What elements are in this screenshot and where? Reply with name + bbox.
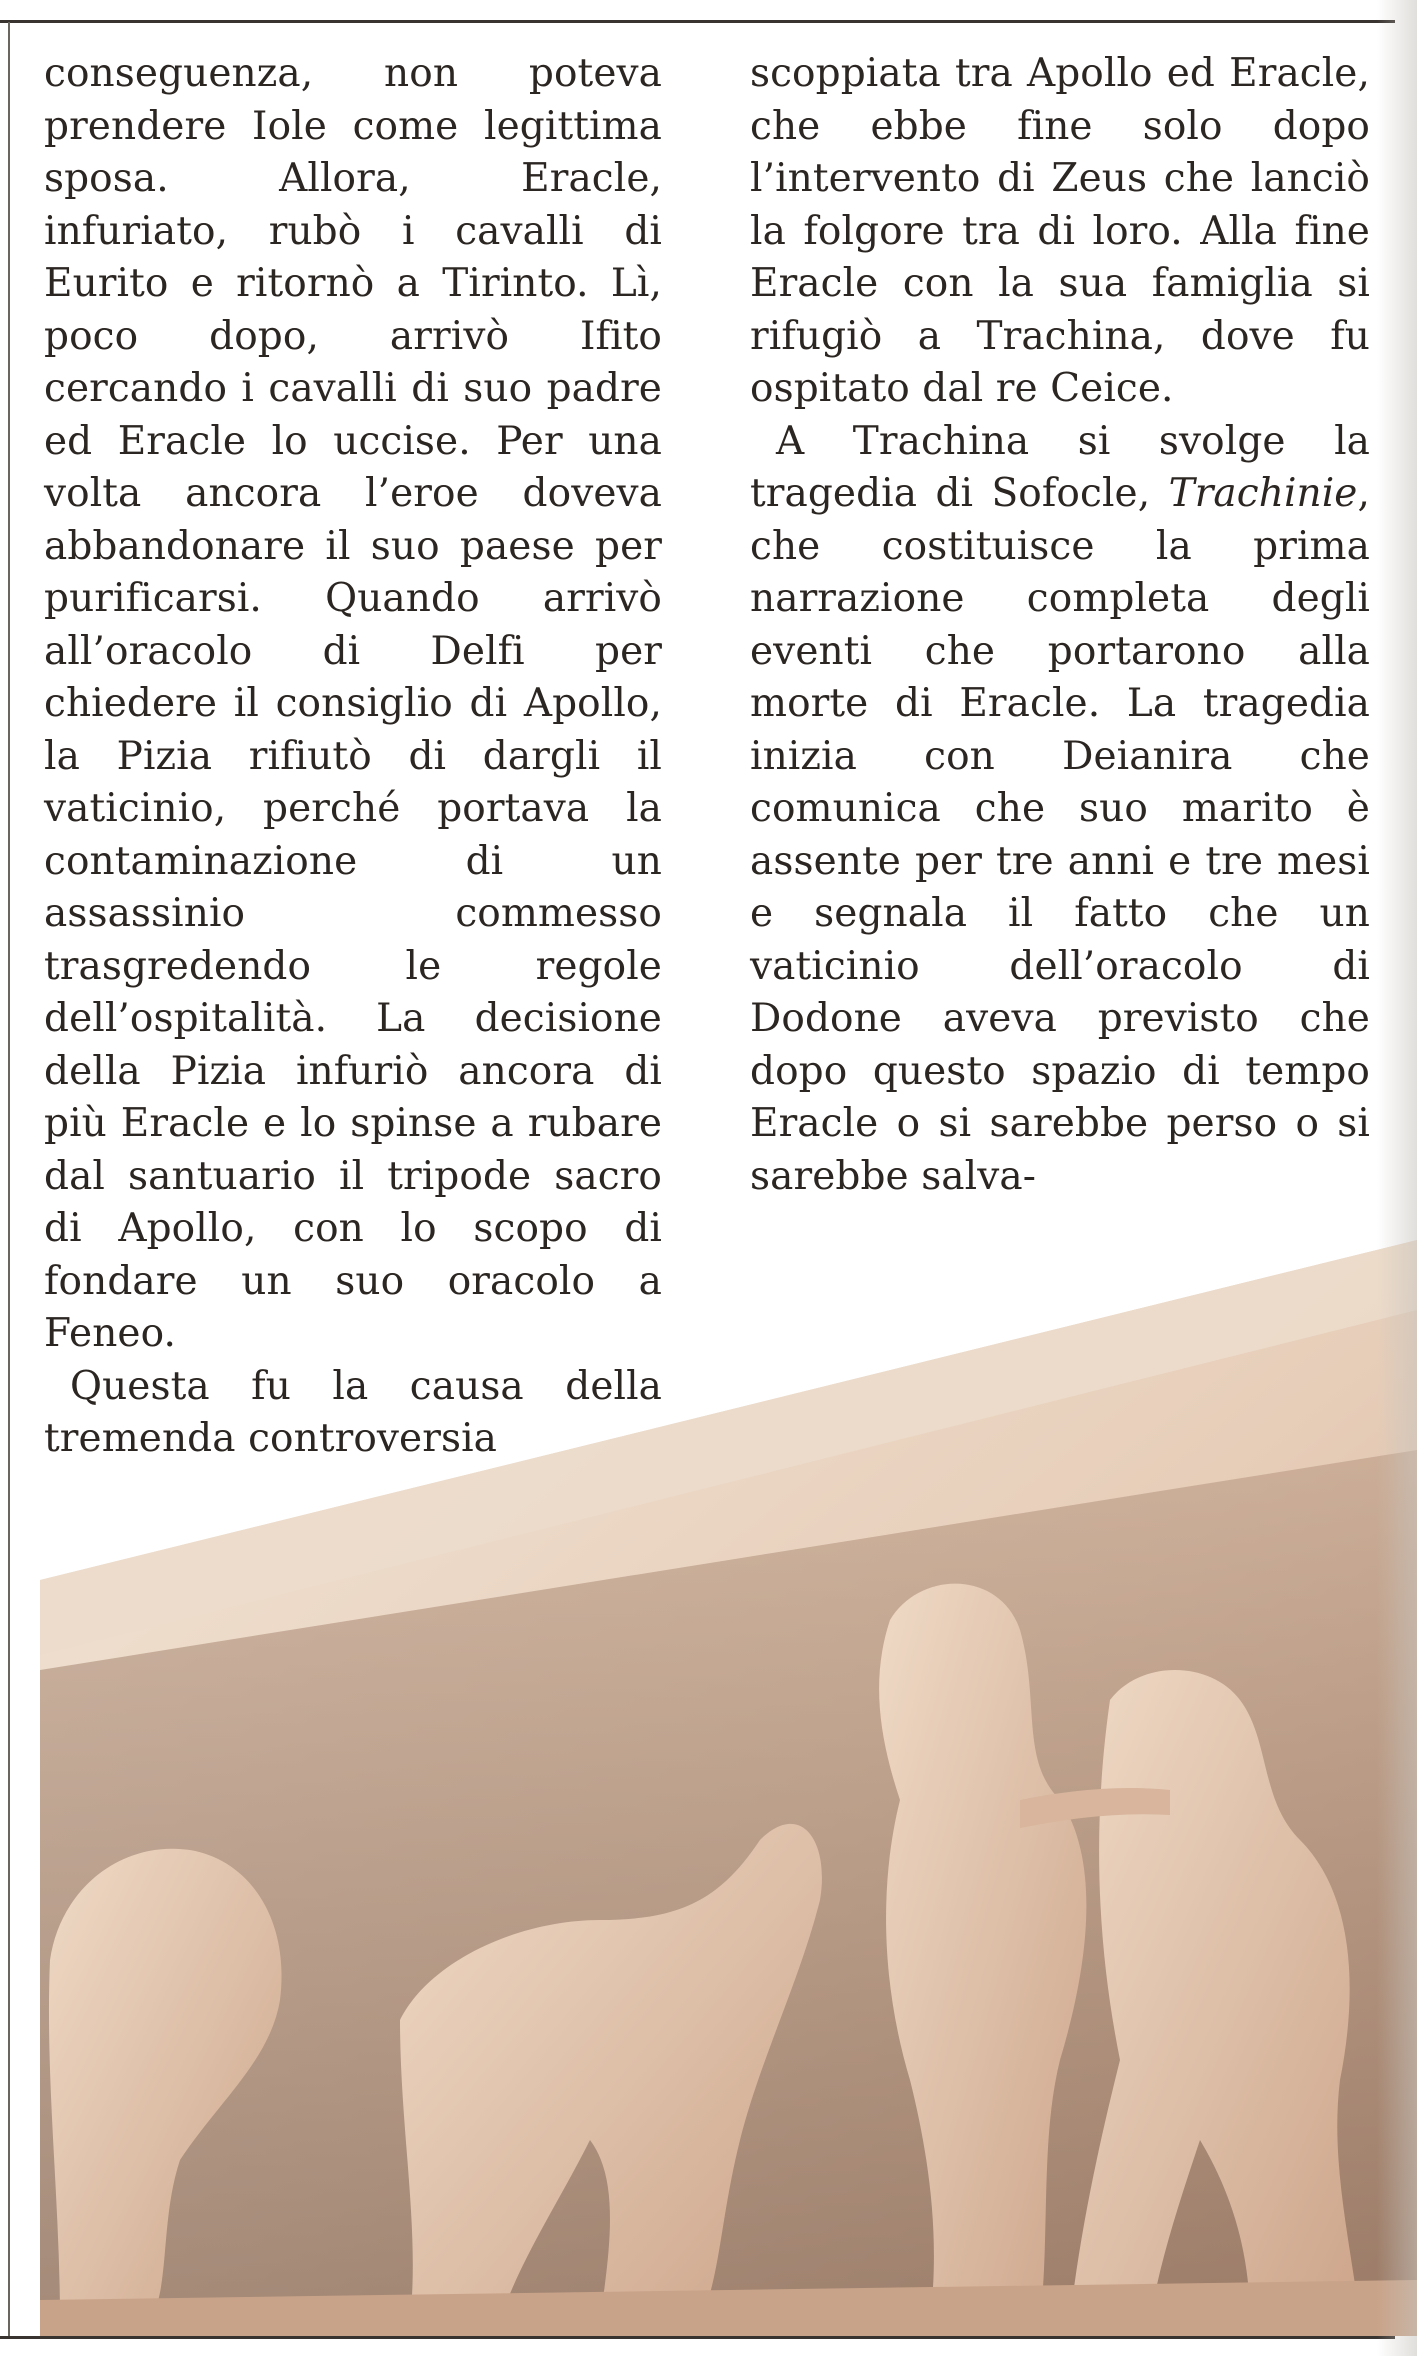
paragraph: conseguenza, non poteva prendere Iole come legittima sposa. Allora, Eracle, infuriato, rubò i cavalli di Eurito e ritornò a Tirinto. Lì, poco dopo, arrivò Ifito cercando i cavalli di suo padre ed Eracle lo uccise. Per una volta ancora l’eroe doveva abbandonare il suo paese per purificarsi. Quando arrivò all’oracolo di Delfi per chiedere il consiglio di Apollo, la Pizia rifiutò di dargli il vaticinio, perché portava la contaminazione di un assassinio commesso trasgredendo le regole dell’ospitalità. La decisione della Pizia infuriò ancora di più Eracle e lo spinse a rubare dal santuario il tripode sacro di Apollo, con lo scopo di fondare un suo oracolo a Feneo. (44, 51, 662, 1356)
page-edge-shadow (1377, 0, 1417, 2356)
relief-sculpture-photo (0, 1200, 1417, 2336)
tragedy-title: Trachinie (1168, 471, 1358, 516)
paragraph: Questa fu la causa della tremenda controversia (44, 1363, 662, 1461)
paragraph (750, 416, 1370, 1204)
text-column-right (750, 48, 1370, 1203)
paragraph: scoppiata tra Apollo ed Eracle, che ebbe fine solo dopo l’intervento di Zeus che lanciò la folgore tra di loro. Alla fine Eracle con la sua famiglia si rifugiò a Trachina, dove fu ospitato dal re Ceice. (750, 51, 1370, 411)
paragraph-text: A Trachina si svolge la tragedia di Sofocle, (750, 418, 1370, 516)
paragraph-text: , che costituisce la prima narrazione completa degli eventi che portarono alla morte di Eracle. La tragedia inizia con Deianira che comunica che suo marito è assente per tre anni e tre mesi e segnala il fatto che un vaticinio dell’oracolo di Dodone aveva previsto che dopo questo spazio di tempo Eracle o si sarebbe perso o si sarebbe salva- (750, 471, 1370, 1199)
bottom-rule (0, 2336, 1395, 2339)
top-rule (0, 20, 1395, 23)
